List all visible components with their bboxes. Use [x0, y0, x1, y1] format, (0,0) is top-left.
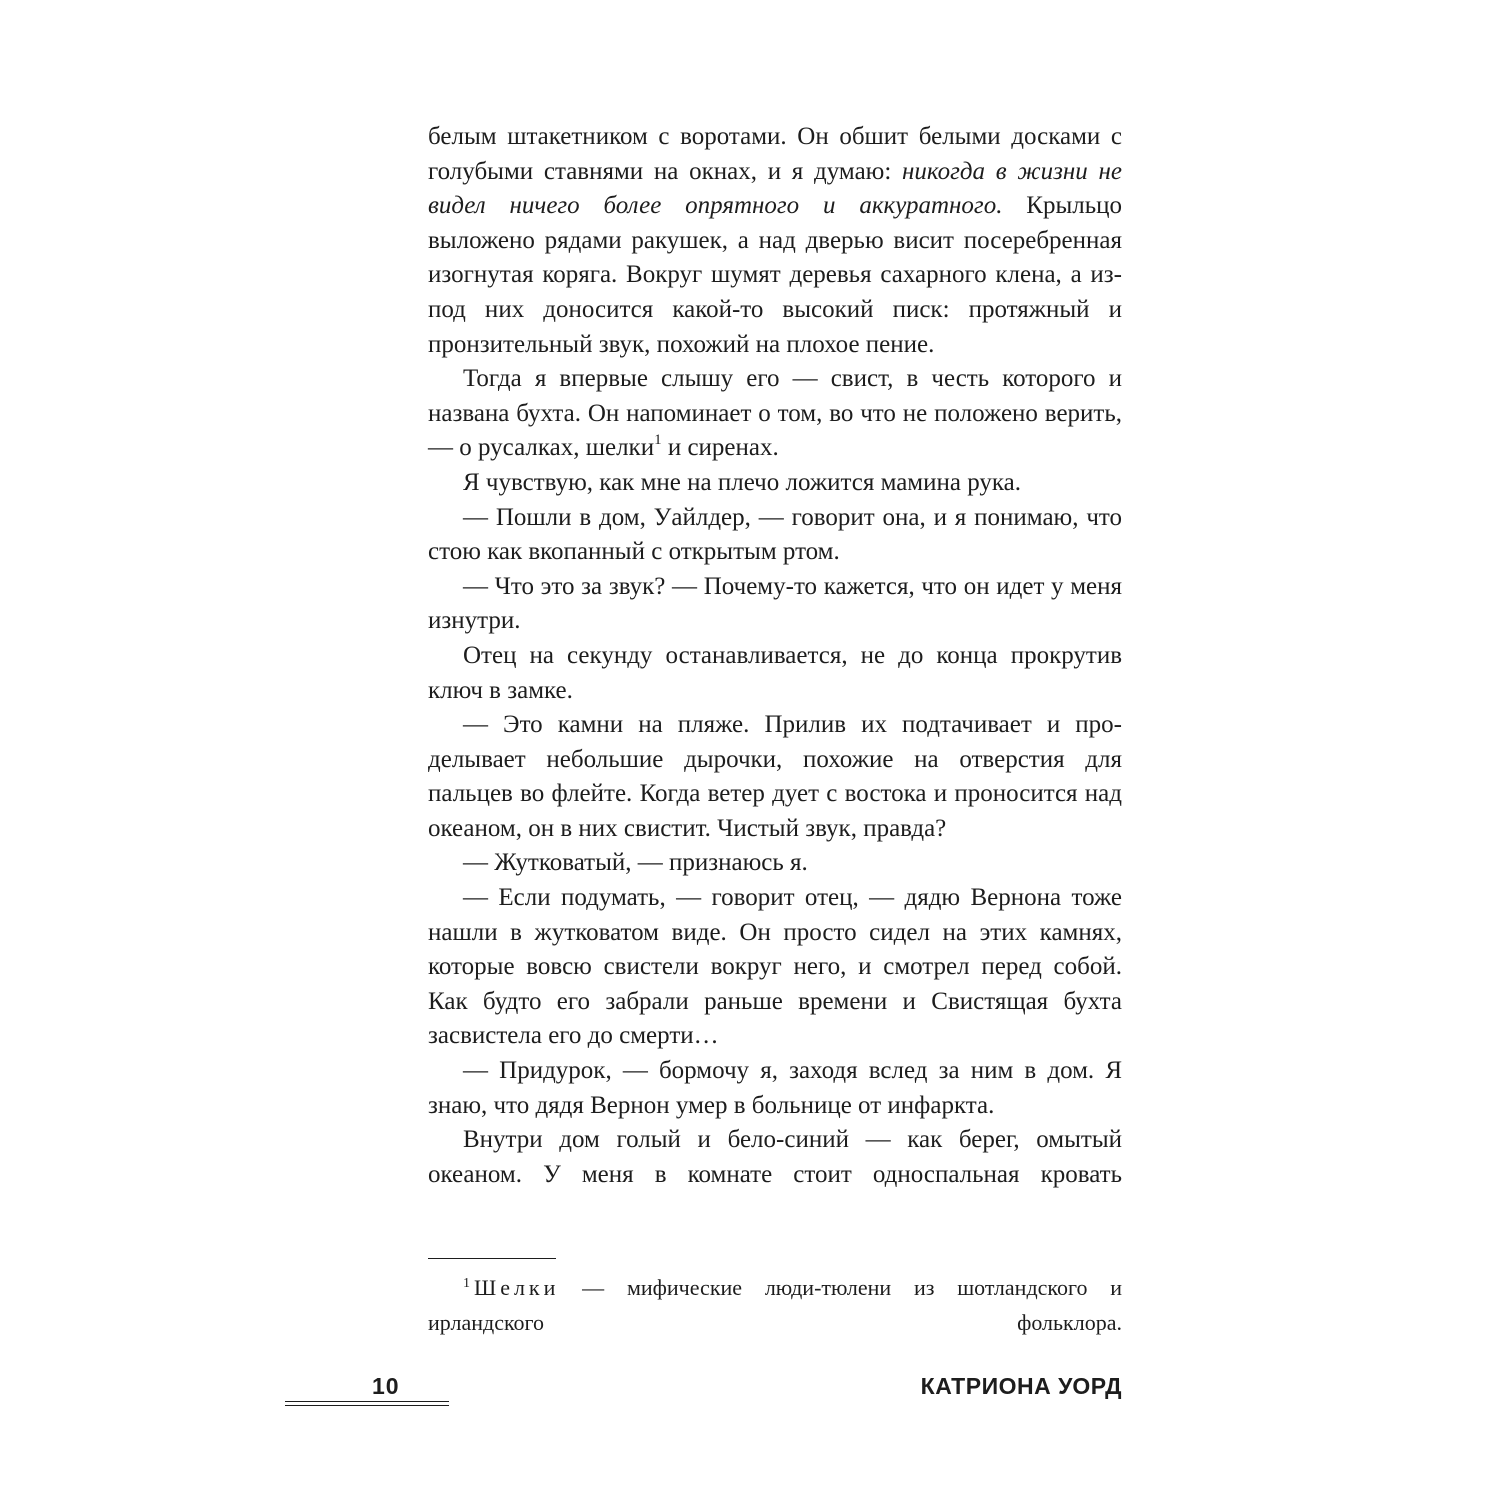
paragraph-6: Отец на секунду останавливается, не до конца прокрутив ключ в замке. [428, 641, 1122, 704]
footnote [428, 1272, 1122, 1338]
paragraph-1 [428, 120, 1122, 362]
paragraph-text: белым штакетником с воротами. Он обшит белыми досками с голубыми ставнями на окнах, и я думаю: [428, 123, 1122, 185]
running-header-author: КАТРИОНА УОРД [920, 1373, 1122, 1399]
italic-thought: никогда в жизни не видел ничего более опрятного и аккуратного. [428, 157, 1122, 220]
paragraph-11: Внутри дом голый и бело-синий — как берег, омытый океаном. У меня в комнате стоит односпальная кровать [428, 1126, 1122, 1188]
paragraph-9: — Если подумать, — говорит отец, — дядю Вернона тоже нашли в жутковатом виде. Он просто сидел на этих камнях, которые вовсю свистели вокруг него, и смотрел перед собой. Как будто его забрали раньше времени и Свистящая бухта засвистела его до смерти… [428, 884, 1122, 1050]
paragraph-4: — Пошли в дом, Уайлдер, — говорит она, и я понимаю, что стою как вкопанный с открытым ртом. [428, 503, 1122, 566]
footnote-reference[interactable]: 1 [654, 432, 662, 449]
footnote-term: Шелки [474, 1275, 560, 1300]
paragraph-8: — Жутковатый, — признаюсь я. [463, 849, 808, 877]
paragraph-text: Тогда я впервые слышу его — свист, в честь которого и названа бухта. Он напоминает о том, во что не положено верить, — о русалках, шелки [428, 365, 1122, 462]
body-text [428, 120, 1122, 1192]
paragraph-text: Крыльцо выложено рядами ракушек, а над дверью висит посеребренная изогнутая коряга. Вокруг шумят деревья сахарного клена, а из-под них доносится какой-то высокий писк: протяжный и пронзительный звук, похожий на плохое пение. [428, 192, 1123, 358]
paragraph-5: — Что это за звук? — Почему-то кажется, что он идет у меня изнутри. [428, 572, 1122, 635]
footnote-line [428, 1272, 1122, 1338]
paragraph-2 [428, 362, 1122, 466]
footer-double-rule [285, 1401, 449, 1406]
paragraph-7: — Это камни на пляже. Прилив их подтачивает и проделывает небольшие дырочки, похожие на отверстия для пальцев во флейте. Когда ветер дует с востока и проносится над океаном, он в них свистит. Чистый звук, правда? [428, 711, 1122, 842]
paragraph-10: — Придурок, — бормочу я, заходя вслед за ним в дом. Я знаю, что дядя Вернон умер в больнице от инфаркта. [428, 1057, 1122, 1119]
paragraph-3: Я чувствую, как мне на плечо ложится мамина рука. [463, 468, 1022, 496]
footnote-mark: 1 [463, 1276, 470, 1291]
footnote-separator [428, 1258, 556, 1259]
page-number: 10 [372, 1373, 400, 1399]
paragraph-text: и сиренах. [661, 434, 779, 462]
footnote-text: — мифические люди-тюлени из шотландского и ирландского фольклора. [428, 1275, 1122, 1335]
